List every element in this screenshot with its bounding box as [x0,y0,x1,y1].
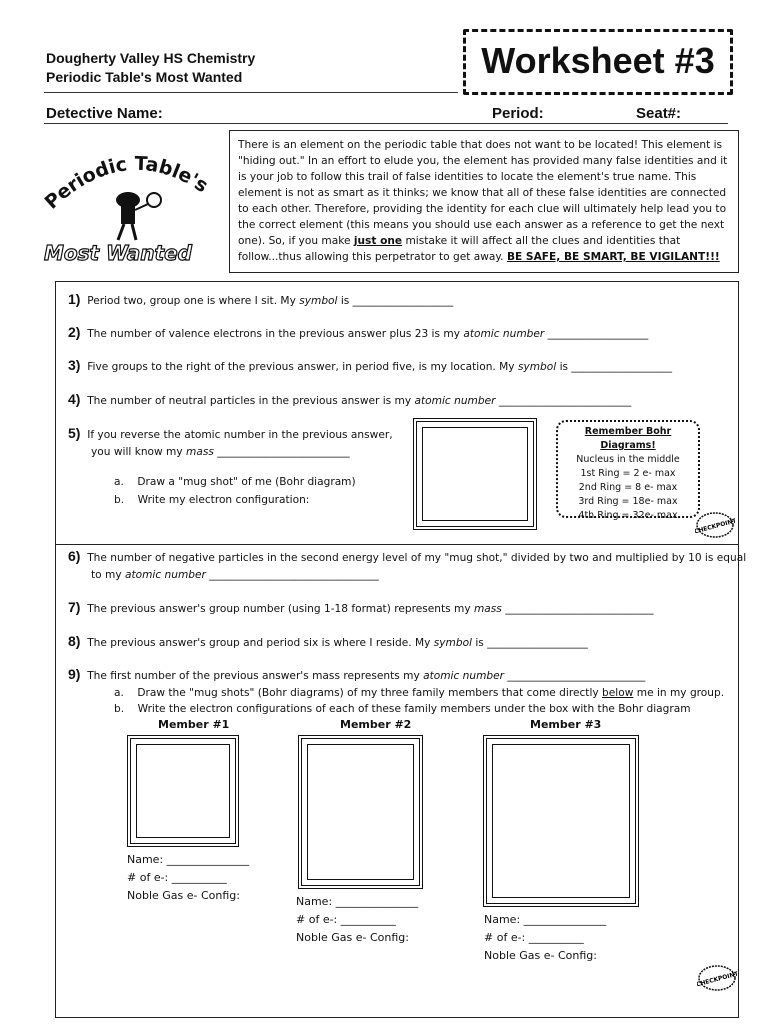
bohr-reminder [556,420,700,521]
member-config-label: Noble Gas e- Config: [296,931,409,944]
sub-letter: b. [114,494,125,506]
answer-blank[interactable]: _________________________ [495,395,632,407]
answer-blank[interactable]: ________________________________ [205,569,379,581]
worksheet-subtitle: Periodic Table's Most Wanted [46,69,243,85]
member-1-title: Member #1 [158,718,230,731]
intro-text [238,137,730,265]
question-keyword: atomic number [423,670,505,682]
member-3-info [484,911,606,965]
question-6-line-2 [91,568,379,583]
intro-body: There is an element on the periodic table that does not want to be located! This element is "hiding out." In an effort to elude you, the element has provided many false identities and it is your job to follow this trail of false identities to locate the element's true name. This element is not as smart as it thinks; we know that all of these false identities are connected to each other. Therefore, providing the identity for each clue will ultimately help lead you to the correct element (this means you should use each answer as a reference to get the next one). So, if you make [238,139,728,247]
member-3-title: Member #3 [530,718,602,731]
question-keyword: mass [473,603,502,615]
question-5-line-2 [91,445,350,460]
question-9 [68,667,645,684]
member-name-field[interactable]: Name: _______________ [484,913,607,926]
period-label: Period: [492,105,544,122]
member-1-mug-box[interactable] [127,735,239,847]
question-text: Five groups to the right of the previous answer, in period five, is my location. My [87,361,518,373]
answer-blank[interactable]: is ___________________ [556,361,673,373]
bohr-ring-2: 2nd Ring = 8 e- max [578,482,678,493]
question-keyword: mass [186,446,214,458]
answer-blank[interactable]: is ___________________ [337,295,454,307]
member-electrons-field[interactable]: # of e-: __________ [296,913,396,926]
question-text: you will know my [91,446,187,458]
sub-letter: a. [114,687,124,699]
q9-sub-a [114,686,724,701]
question-8 [68,634,588,651]
sub-emphasis: below [602,687,634,699]
question-7 [68,600,654,617]
checkpoint-text: CHECKPOINT [695,517,735,536]
question-text: The number of negative particles in the second energy level of my "mug shot," divided by two and multiplied by 10 is equal [87,552,747,564]
sub-text: Write my electron configuration: [137,494,310,506]
question-4 [68,392,631,409]
question-text: The first number of the previous answer's mass represents my [87,670,424,682]
mug-shot-box[interactable] [413,418,537,530]
question-number: 8) [68,633,81,649]
question-keyword: symbol [517,361,557,373]
worksheet-number: Worksheet #3 [481,40,715,81]
question-text: The number of neutral particles in the previous answer is my [87,395,415,407]
sub-text: me in my group. [633,687,725,699]
sub-text: Draw the "mug shots" (Bohr diagrams) of my three family members that come directly [137,687,603,699]
question-text: Period two, group one is where I sit. My [87,295,300,307]
member-3-mug-box[interactable] [483,735,639,907]
member-electrons-field[interactable]: # of e-: __________ [127,871,227,884]
question-number: 4) [68,391,81,407]
question-number: 2) [68,324,81,340]
bohr-title: Remember Bohr Diagrams! [584,426,672,451]
q5-sub-b [114,493,309,508]
sub-text: Draw a "mug shot" of me (Bohr diagram) [137,476,356,488]
logo-bottom-text: Most Wanted [44,241,192,265]
intro-box [229,130,739,273]
question-3 [68,358,672,375]
question-2 [68,325,648,342]
sub-letter: b. [114,703,125,715]
question-number: 7) [68,599,81,615]
course-title: Dougherty Valley HS Chemistry [46,50,256,66]
question-number: 9) [68,666,81,682]
logo-top-text: Periodic Table's [40,152,213,214]
question-1 [68,292,453,309]
bohr-line: Nucleus in the middle [576,454,680,465]
intro-body-2: mistake it will affect all the clues and identities that follow...thus allowing this perpetrator to get away. [238,235,681,263]
answer-blank[interactable]: ____________________________ [501,603,654,615]
answer-blank[interactable]: __________________________ [504,670,646,682]
member-name-field[interactable]: Name: _______________ [127,853,250,866]
member-2-info [296,893,418,947]
intro-vigilant: BE SAFE, BE SMART, BE VIGILANT!!! [506,251,720,263]
answer-blank[interactable]: ___________________ [544,328,649,340]
question-keyword: symbol [433,637,472,649]
question-number: 1) [68,291,81,307]
member-2-mug-box[interactable] [298,735,423,889]
answer-blank[interactable]: is ___________________ [472,637,588,649]
member-name-field[interactable]: Name: _______________ [296,895,419,908]
question-keyword: symbol [299,295,338,307]
question-text: If you reverse the atomic number in the previous answer, [87,429,393,441]
sub-text: Write the electron configurations of each of these family members under the box with the Bohr diagram [137,703,691,715]
name-rule [44,123,728,124]
question-6 [68,549,746,566]
checkpoint-stamp-icon [695,510,735,540]
bohr-ring-1: 1st Ring = 2 e- max [580,468,676,479]
q9-sub-b [114,702,691,717]
question-keyword: atomic number [463,328,545,340]
checkpoint-text: CHECKPOINT [697,970,737,989]
question-text: The previous answer's group and period six is where I reside. My [87,637,434,649]
bohr-ring-4: 4th Ring = 32e- max [578,510,678,521]
checkpoint-stamp-icon [697,963,737,993]
detective-name-label: Detective Name: [46,105,163,122]
question-number: 5) [68,425,81,441]
member-config-label: Noble Gas e- Config: [127,889,240,902]
question-keyword: atomic number [124,569,206,581]
sub-letter: a. [114,476,124,488]
answer-blank[interactable]: _________________________ [213,446,350,458]
header-rule [44,92,458,93]
question-number: 3) [68,357,81,373]
question-text: The number of valence electrons in the previous answer plus 23 is my [87,328,464,340]
detective-figure-icon [116,192,161,240]
question-keyword: atomic number [414,395,496,407]
bohr-ring-3: 3rd Ring = 18e- max [578,496,678,507]
question-number: 6) [68,548,81,564]
member-1-info [127,851,249,905]
worksheet-badge [463,29,733,95]
member-electrons-field[interactable]: # of e-: __________ [484,931,584,944]
most-wanted-logo [40,140,225,270]
intro-emphasis: just one [353,235,403,247]
seat-label: Seat#: [636,105,682,122]
question-5 [68,426,393,443]
question-text: The previous answer's group number (using 1-18 format) represents my [87,603,474,615]
question-text: to my [91,569,125,581]
member-2-title: Member #2 [340,718,412,731]
member-config-label: Noble Gas e- Config: [484,949,597,962]
q5-sub-a [114,475,356,490]
